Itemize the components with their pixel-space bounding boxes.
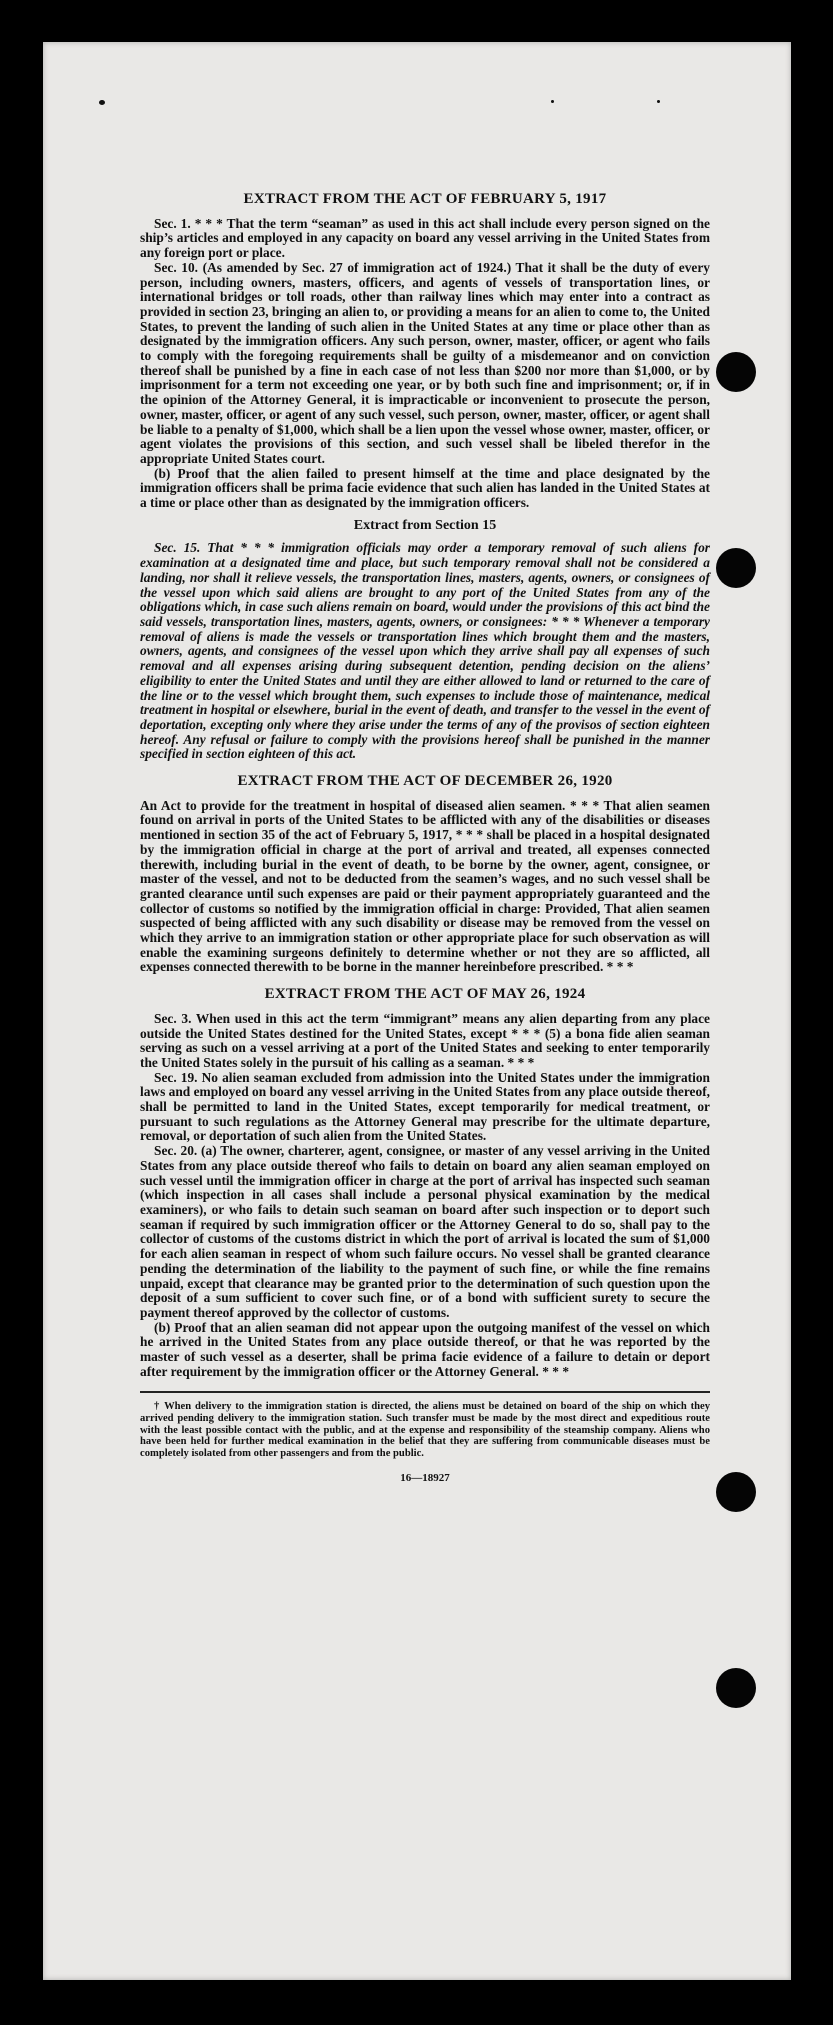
punch-hole [716,548,756,588]
speck-mark [99,100,105,105]
section-heading: EXTRACT FROM THE ACT OF FEBRUARY 5, 1917 [243,191,607,207]
footnote-divider [140,1391,710,1393]
footnote: † When delivery to the immigration station is directed, the aliens must be detained on board of the ship on which they arrived pending delivery to the immigration station. Such transfer must be made by the most direct and expeditious route with the least possible contact with the public, and at the expense and responsibility of the steamship company. Aliens who have been held for further medical examination in the belief that they are suffering from communicable diseases must be completely isolated from other passengers and from the public. [140,1401,710,1459]
paragraph: Sec. 10. (As amended by Sec. 27 of immigration act of 1924.) That it shall be the duty of every person, including owners, masters, officers, and agents of vessels of transportation lines, or international bridges or toll roads, other than railway lines which may enter into a contract as provided in section 23, bringing an alien to, or providing a means for an alien to come to, the United States, to prevent the landing of such alien in the United States at any time or place other than as designated by the immigration officers. Any such person, owner, master, officer, or agent who fails to comply with the foregoing requirements shall be guilty of a misdemeanor and on conviction thereof shall be punished by a fine in each case of not less than $200 nor more than $1,000, or by imprisonment for a term not exceeding one year, or by both such fine and imprisonment; or, if in the opinion of the Attorney General, it is impracticable or inconvenient to prosecute the person, owner, master, officer, or agent of any such vessel, such person, owner, master, officer, or agent shall be liable to a penalty of $1,000, which shall be a lien upon the vessel whose owner, master, officer, or agent violates the provisions of this section, and such vessel shall be libeled therefor in the appropriate United States court. [140,259,710,466]
italic-block [140,541,710,762]
paragraph: An Act to provide for the treatment in hospital of diseased alien seamen. * * * That alien seamen found on arrival in ports of the United States to be afflicted with any of the disabilities or diseases mentioned in section 35 of the act of February 5, 1917, * * * shall be placed in a hospital designated by the immigration official in charge at the port of arrival and treated, all expenses connected therewith, including burial in the event of death, to be borne by the owner, agent, consignee, or master of the vessel, and not to be deducted from the seamen’s wages, and no such vessel shall be granted clearance until such expenses are paid or their payment appropriately guaranteed and the collector of customs so notified by the immigration official in charge: Provided, That alien seamen suspected of being afflicted with any such disability or disease may be removed from the vessel on which they arrive to an immigration station or other appropriate place for such observation as will enable the examining surgeons definitely to determine whether or not they are so afflicted, all expenses connected therewith to be borne in the manner hereinbefore prescribed. * * * [140,797,710,975]
document-body [140,192,710,1486]
paragraph: Sec. 15. That * * * immigration officials may order a temporary removal of such aliens for examination at a designated time and place, but such temporary removal shall not be considered a landing, nor shall it relieve vessels, the transportation lines, masters, agents, owners, or consignees of the vessel upon which said aliens are brought to any port of the United States from any of the obligations which, in case such aliens remain on board, would under the provisions of this act bind the said vessels, transportation lines, masters, agents, owners, or consignees: * * * Whenever a temporary removal of aliens is made the vessels or transportation lines which brought them and the masters, owners, agents, and consignees of the vessel upon which they arrive shall pay all expenses of such removal and all expenses arising during subsequent detention, pending decision on the aliens’ eligibility to enter the United States and until they are either allowed to land or returned to the care of the line or to the vessel which brought them, such expenses to include those of maintenance, medical treatment in hospital or elsewhere, burial in the event of death, and transfer to the vessel in the event of deportation, excepting only where they arise under the terms of any of the provisos of section eighteen hereof. Any refusal or failure to comply with the provisions hereof shall be punished in the manner specified in section eighteen of this act. [140,540,710,762]
speck-mark [551,100,554,103]
paragraph: (b) Proof that an alien seaman did not appear upon the outgoing manifest of the vessel on which he arrived in the United States from any place outside thereof, or that he was reported by the master of such vessel as a deserter, shall be prima facie evidence of a failure to detain or deport after requirement by the immigration officer or the Attorney General. * * * [140,1319,710,1379]
page-number: 16—18927 [400,1472,450,1485]
punch-hole [716,1472,756,1512]
paragraph: Sec. 20. (a) The owner, charterer, agent, consignee, or master of any vessel arriving in the United States from any place outside thereof who fails to detain on board any alien seaman employed on such vessel until the immigration officer in charge at the port of arrival has inspected such seaman (which inspection in all cases shall include a personal physical examination by the medical examiners), or who fails to detain such seaman on board after such inspection or to deport such seaman if required by such immigration officer or the Attorney General to do so, shall pay to the collector of customs of the customs district in which the port of arrival is located the sum of $1,000 for each alien seaman in respect of whom such failure occurs. No vessel shall be granted clearance pending the determination of the liability to the payment of such fine, or while the fine remains unpaid, except that clearance may be granted prior to the determination of such question upon the deposit of a sum sufficient to cover such fine, or of a bond with sufficient surety to secure the payment thereof approved by the collector of customs. [140,1143,710,1320]
paragraph: Sec. 19. No alien seaman excluded from admission into the United States under the immigration laws and employed on board any vessel arriving in the United States from any place outside thereof, shall be permitted to land in the United States, except temporarily for medical treatment, or pursuant to such regulations as the Attorney General may prescribe for the ultimate departure, removal, or deportation of such alien from the United States. [140,1069,710,1144]
section-subheading: Extract from Section 15 [353,517,497,533]
paragraph: Sec. 3. When used in this act the term “immigrant” means any alien departing from any place outside the United States destined for the United States, except * * * (5) a bona fide alien seaman serving as such on a vessel arriving at a port of the United States and seeking to enter temporarily the United States solely in the pursuit of his calling as a seaman. * * * [140,1010,710,1070]
section-heading: EXTRACT FROM THE ACT OF MAY 26, 1924 [264,986,586,1003]
speck-mark [657,100,660,103]
section-heading: EXTRACT FROM THE ACT OF DECEMBER 26, 1920 [237,773,613,790]
paragraph: (b) Proof that the alien failed to present himself at the time and place designated by the immigration officers shall be prima facie evidence that such alien has landed in the United States at a time or place other than as designated by the immigration officers. [140,465,710,511]
punch-hole [716,1668,756,1708]
punch-hole [716,352,756,392]
paragraph: Sec. 1. * * * That the term “seaman” as used in this act shall include every person signed on the ship’s articles and employed in any capacity on board any vessel arriving in the United States from any foreign port or place. [140,215,710,261]
